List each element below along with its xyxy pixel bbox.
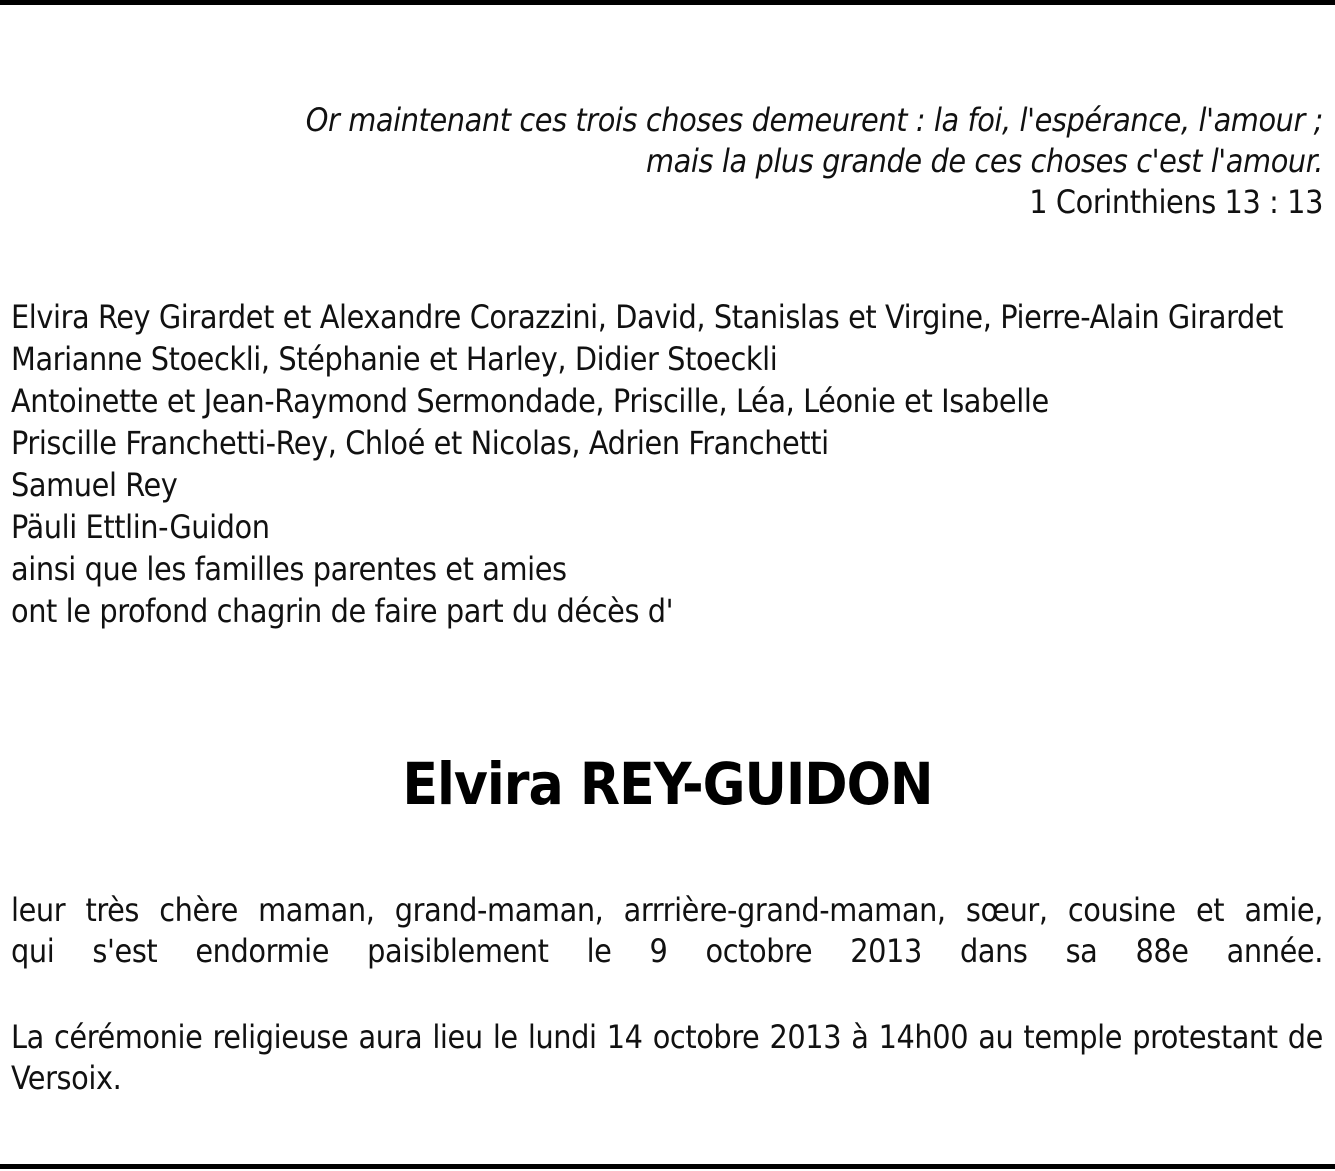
quote-line-2: mais la plus grande de ces choses c'est l'amour. [646, 142, 1323, 180]
quote-reference: 1 Corinthiens 13 : 13 [1029, 183, 1323, 221]
family-line: ont le profond chagrin de faire part du décès d' [11, 592, 674, 630]
bottom-rule [0, 1164, 1335, 1169]
family-line: Samuel Rey [11, 466, 178, 504]
family-line: Marianne Stoeckli, Stéphanie et Harley, Didier Stoeckli [11, 340, 778, 378]
family-line: Antoinette et Jean-Raymond Sermondade, Priscille, Léa, Léonie et Isabelle [11, 382, 1049, 420]
scripture-quote [123, 100, 1323, 223]
family-line: Priscille Franchetti-Rey, Chloé et Nicolas, Adrien Franchetti [11, 424, 829, 462]
announcement-paragraph [11, 890, 1323, 972]
ceremony-paragraph: La cérémonie religieuse aura lieu le lundi 14 octobre 2013 à 14h00 au temple protestant de Versoix. [11, 1018, 1323, 1097]
family-line: ainsi que les familles parentes et amies [11, 550, 567, 588]
top-rule [0, 0, 1335, 5]
family-line: Päuli Ettlin-Guidon [11, 508, 270, 546]
family-line: Elvira Rey Girardet et Alexandre Corazzini, David, Stanislas et Virgine, Pierre-Alain Girardet [11, 298, 1284, 336]
announcement-line-2: qui s'est endormie paisiblement le 9 octobre 2013 dans sa 88e année. [11, 932, 1323, 970]
deceased-name: Elvira REY-GUIDON [402, 750, 933, 818]
quote-line-1: Or maintenant ces trois choses demeurent : la foi, l'espérance, l'amour ; [305, 101, 1323, 139]
family-list [11, 296, 1311, 632]
announcement-line-1: leur très chère maman, grand-maman, arrrière-grand-maman, sœur, cousine et amie, [11, 891, 1323, 929]
